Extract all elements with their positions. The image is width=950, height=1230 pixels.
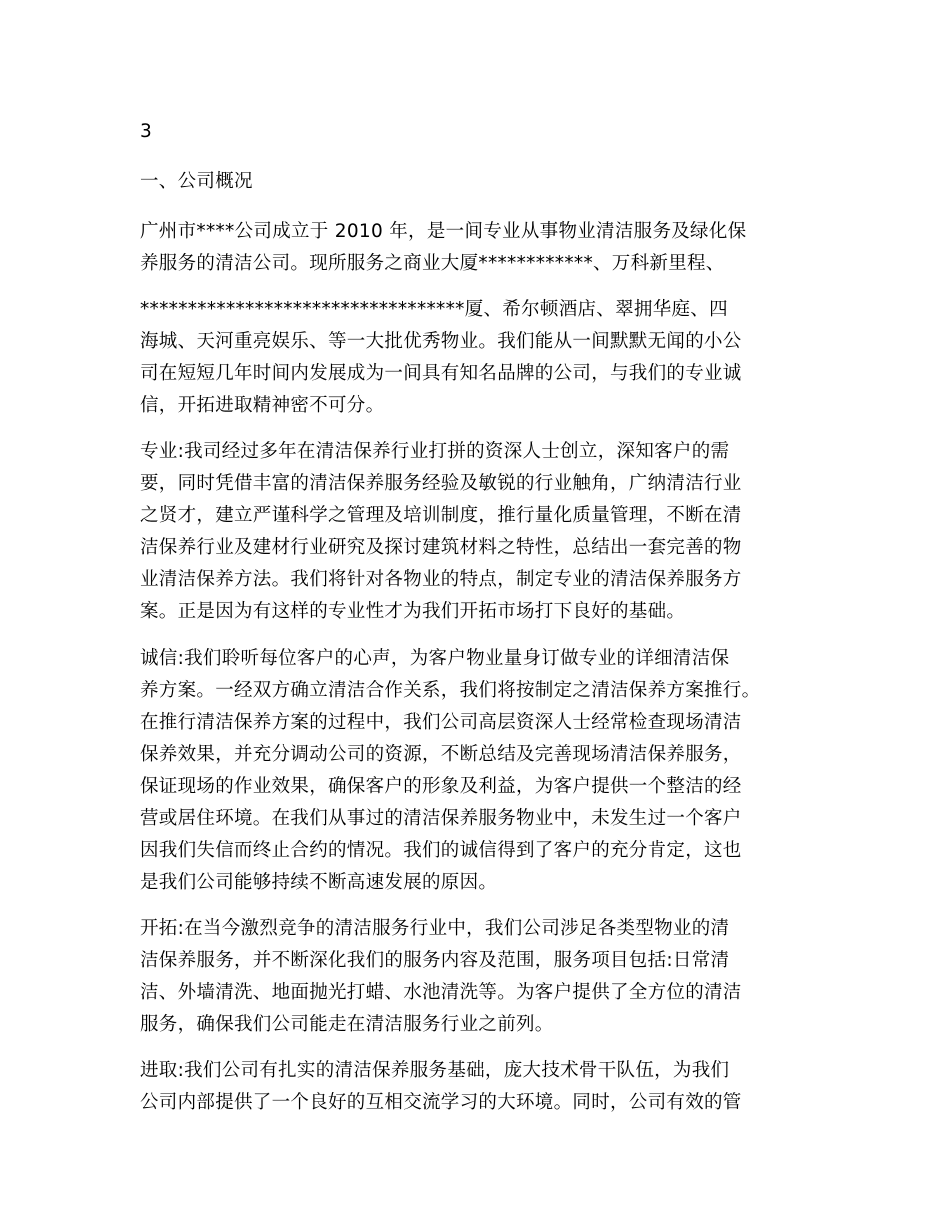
paragraph-line: 业清洁保养方法。我们将针对各物业的特点，制定专业的清洁保养服务方 — [140, 569, 742, 590]
paragraph-line: 案。正是因为有这样的专业性才为我们开拓市场打下良好的基础。 — [140, 601, 686, 622]
section-heading: 一、公司概况 — [140, 171, 253, 192]
paragraph-line: 海城、天河重亮娱乐、等一大批优秀物业。我们能从一间默默无闻的小公 — [140, 331, 742, 352]
paragraph-line: 专业:我司经过多年在清洁保养行业打拼的资深人士创立，深知客户的需 — [140, 441, 730, 462]
paragraph-line: 营或居住环境。在我们从事过的清洁保养服务物业中，未发生过一个客户 — [140, 808, 742, 829]
paragraph-line: 洁保养行业及建材行业研究及探讨建筑材料之特性，总结出一套完善的物 — [140, 537, 742, 558]
paragraph-line: 要，同时凭借丰富的清洁保养服务经验及敏锐的行业触角，广纳清洁行业 — [140, 473, 742, 494]
paragraph-line: 司在短短几年时间内发展成为一间具有知名品牌的公司，与我们的专业诚 — [140, 363, 742, 384]
paragraph-line: 服务，确保我们公司能走在清洁服务行业之前列。 — [140, 1014, 554, 1035]
paragraph-line: **********************************厦、希尔顿酒店、翠拥华庭、四 — [140, 299, 728, 320]
paragraph-line: 洁、外墙清洗、地面抛光打蜡、水池清洗等。为客户提供了全方位的清洁 — [140, 982, 742, 1003]
paragraph-line: 进取:我们公司有扎实的清洁保养服务基础，庞大技术骨干队伍，为我们 — [140, 1060, 730, 1081]
paragraph-line: 信，开拓进取精神密不可分。 — [140, 395, 385, 416]
paragraph-line: 在推行清洁保养方案的过程中，我们公司高层资深人士经常检查现场清洁 — [140, 712, 742, 733]
paragraph-line: 是我们公司能够持续不断高速发展的原因。 — [140, 872, 498, 893]
paragraph-line: 公司内部提供了一个良好的互相交流学习的大环境。同时，公司有效的管 — [140, 1092, 742, 1113]
paragraph-line: 因我们失信而终止合约的情况。我们的诚信得到了客户的充分肯定，这也 — [140, 840, 742, 861]
paragraph-line: 养服务的清洁公司。现所服务之商业大厦************、万科新里程、 — [140, 253, 725, 274]
paragraph-line: 广州市****公司成立于 2010 年，是一间专业从事物业清洁服务及绿化保 — [140, 221, 747, 242]
paragraph-line: 养方案。一经双方确立清洁合作关系，我们将按制定之清洁保养方案推行。 — [140, 680, 761, 701]
paragraph-line: 保养效果，并充分调动公司的资源，不断总结及完善现场清洁保养服务， — [140, 744, 742, 765]
paragraph-line: 保证现场的作业效果，确保客户的形象及利益，为客户提供一个整洁的经 — [140, 776, 742, 797]
paragraph-line: 之贤才，建立严谨科学之管理及培训制度，推行量化质量管理，不断在清 — [140, 505, 742, 526]
page-number: 3 — [140, 121, 153, 142]
paragraph-line: 洁保养服务，并不断深化我们的服务内容及范围，服务项目包括:日常清 — [140, 950, 730, 971]
paragraph-line: 诚信:我们聆听每位客户的心声，为客户物业量身订做专业的详细清洁保 — [140, 648, 730, 669]
paragraph-line: 开拓:在当今激烈竞争的清洁服务行业中，我们公司涉足各类型物业的清 — [140, 918, 730, 939]
